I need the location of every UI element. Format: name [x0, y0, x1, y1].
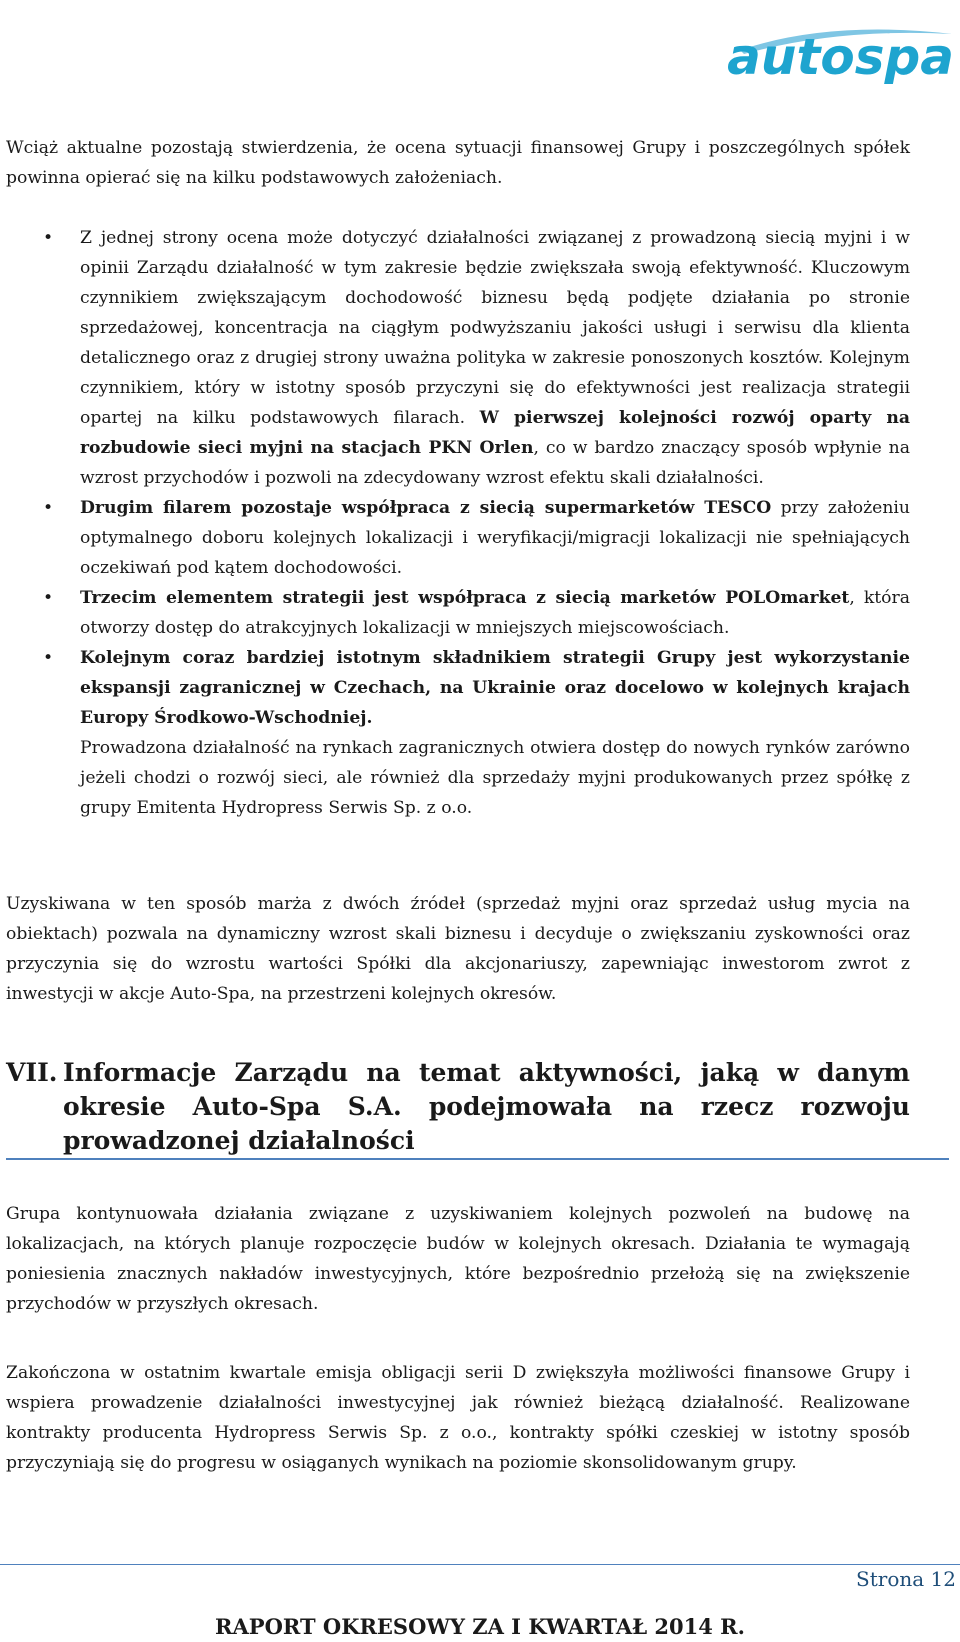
bullet-continuation-text: Prowadzona działalność na rynkach zagranicznych otwiera dostęp do nowych rynków zarówno jeżeli chodzi o rozwój sieci, ale również dla sprzedaży myjni produkowanych przez spółkę z grupy Emitenta Hydropress Serwis Sp. z o.o.	[80, 738, 910, 818]
bullet-icon: •	[43, 588, 54, 608]
section-number: VII.	[6, 1058, 58, 1087]
list-item	[6, 583, 910, 643]
list-item	[6, 643, 910, 823]
margin-paragraph: Uzyskiwana w ten sposób marża z dwóch źródeł (sprzedaż myjni oraz sprzedaż usług mycia na obiektach) pozwala na dynamiczny wzrost skali biznesu i decyduje o zwiększaniu zyskowności oraz przyczynia się do wzrostu wartości Spółki dla akcjonariuszy, zapewniając inwestorom zwrot z inwestycji w akcje Auto-Spa, na przestrzeni kolejnych okresów.	[6, 894, 910, 1004]
permits-paragraph: Grupa kontynuowała działania związane z uzyskiwaniem kolejnych pozwoleń na budowę na lokalizacjach, na których planuje rozpoczęcie budów w kolejnych okresach. Działania te wymagają poniesienia znacznych nakładów inwestycyjnych, które bezpośrednio przełożą się na zwiększenie przychodów w przyszłych okresach.	[6, 1204, 910, 1314]
bullet-icon: •	[43, 648, 54, 668]
bullet-bold-text: Kolejnym coraz bardziej istotnym składnikiem strategii Grupy jest wykorzystanie ekspansji zagranicznej w Czechach, na Ukrainie oraz docelowo w kolejnych krajach Europy Środkowo-Wschodniej.	[80, 648, 910, 728]
bullet-text: , która otworzy dostęp do atrakcyjnych lokalizacji w mniejszych miejscowościach.	[80, 588, 910, 638]
bullet-text: , co w bardzo znaczący sposób wpłynie na wzrost przychodów i pozwoli na zdecydowany wzrost efektu skali działalności.	[80, 438, 910, 488]
report-title: RAPORT OKRESOWY ZA I KWARTAŁ 2014 R.	[215, 1614, 745, 1639]
section-title: Informacje Zarządu na temat aktywności, jaką w danym okresie Auto-Spa S.A. podejmowała na rzecz rozwoju prowadzonej działalności	[63, 1058, 910, 1155]
logo-wordmark: autospa	[727, 28, 954, 84]
autospa-logo	[720, 14, 960, 84]
intro-paragraph: Wciąż aktualne pozostają stwierdzenia, że ocena sytuacji finansowej Grupy i poszczególnych spółek powinna opierać się na kilku podstawowych założeniach.	[6, 138, 910, 188]
heading-divider	[6, 1158, 949, 1160]
bullet-bold-text: W pierwszej kolejności rozwój oparty na rozbudowie sieci myjni na stacjach PKN Orlen	[80, 408, 910, 458]
bullet-icon: •	[43, 498, 54, 518]
bullet-icon: •	[43, 228, 54, 248]
list-item	[6, 493, 910, 583]
section-heading	[6, 1056, 910, 1158]
footer-divider	[0, 1564, 960, 1565]
bullet-text: Z jednej strony ocena może dotyczyć działalności związanej z prowadzoną siecią myjni i w opinii Zarządu działalność w tym zakresie będzie zwiększała swoją efektywność. Kluczowym czynnikiem zwiększającym dochodowość biznesu będą podjęte działania po stronie sprzedażowej, koncentracja na ciągłym podwyższaniu jakości usługi i serwisu dla klienta detalicznego oraz z drugiej strony uważna polityka w zakresie ponoszonych kosztów. Kolejnym czynnikiem, który w istotny sposób przyczyni się do efektywności jest realizacja strategii opartej na kilku podstawowych filarach.	[80, 228, 910, 428]
bullet-bold-text: Drugim filarem pozostaje współpraca z siecią supermarketów TESCO	[80, 498, 772, 518]
bullet-bold-text: Trzecim elementem strategii jest współpraca z siecią marketów POLOmarket	[80, 588, 850, 608]
strategy-bullet-list	[6, 223, 910, 823]
page-number: Strona 12	[856, 1567, 956, 1591]
list-item	[6, 223, 910, 493]
bullet-text: przy założeniu optymalnego doboru kolejnych lokalizacji i weryfikacji/migracji lokalizacji nie spełniających oczekiwań pod kątem dochodowości.	[80, 498, 910, 578]
bonds-paragraph: Zakończona w ostatnim kwartale emisja obligacji serii D zwiększyła możliwości finansowe Grupy i wspiera prowadzenie działalności inwestycyjnej jak również bieżącą działalność. Realizowane kontrakty producenta Hydropress Serwis Sp. z o.o., kontrakty spółki czeskiej w istotny sposób przyczyniają się do progresu w osiąganych wynikach na poziomie skonsolidowanym grupy.	[6, 1363, 910, 1473]
